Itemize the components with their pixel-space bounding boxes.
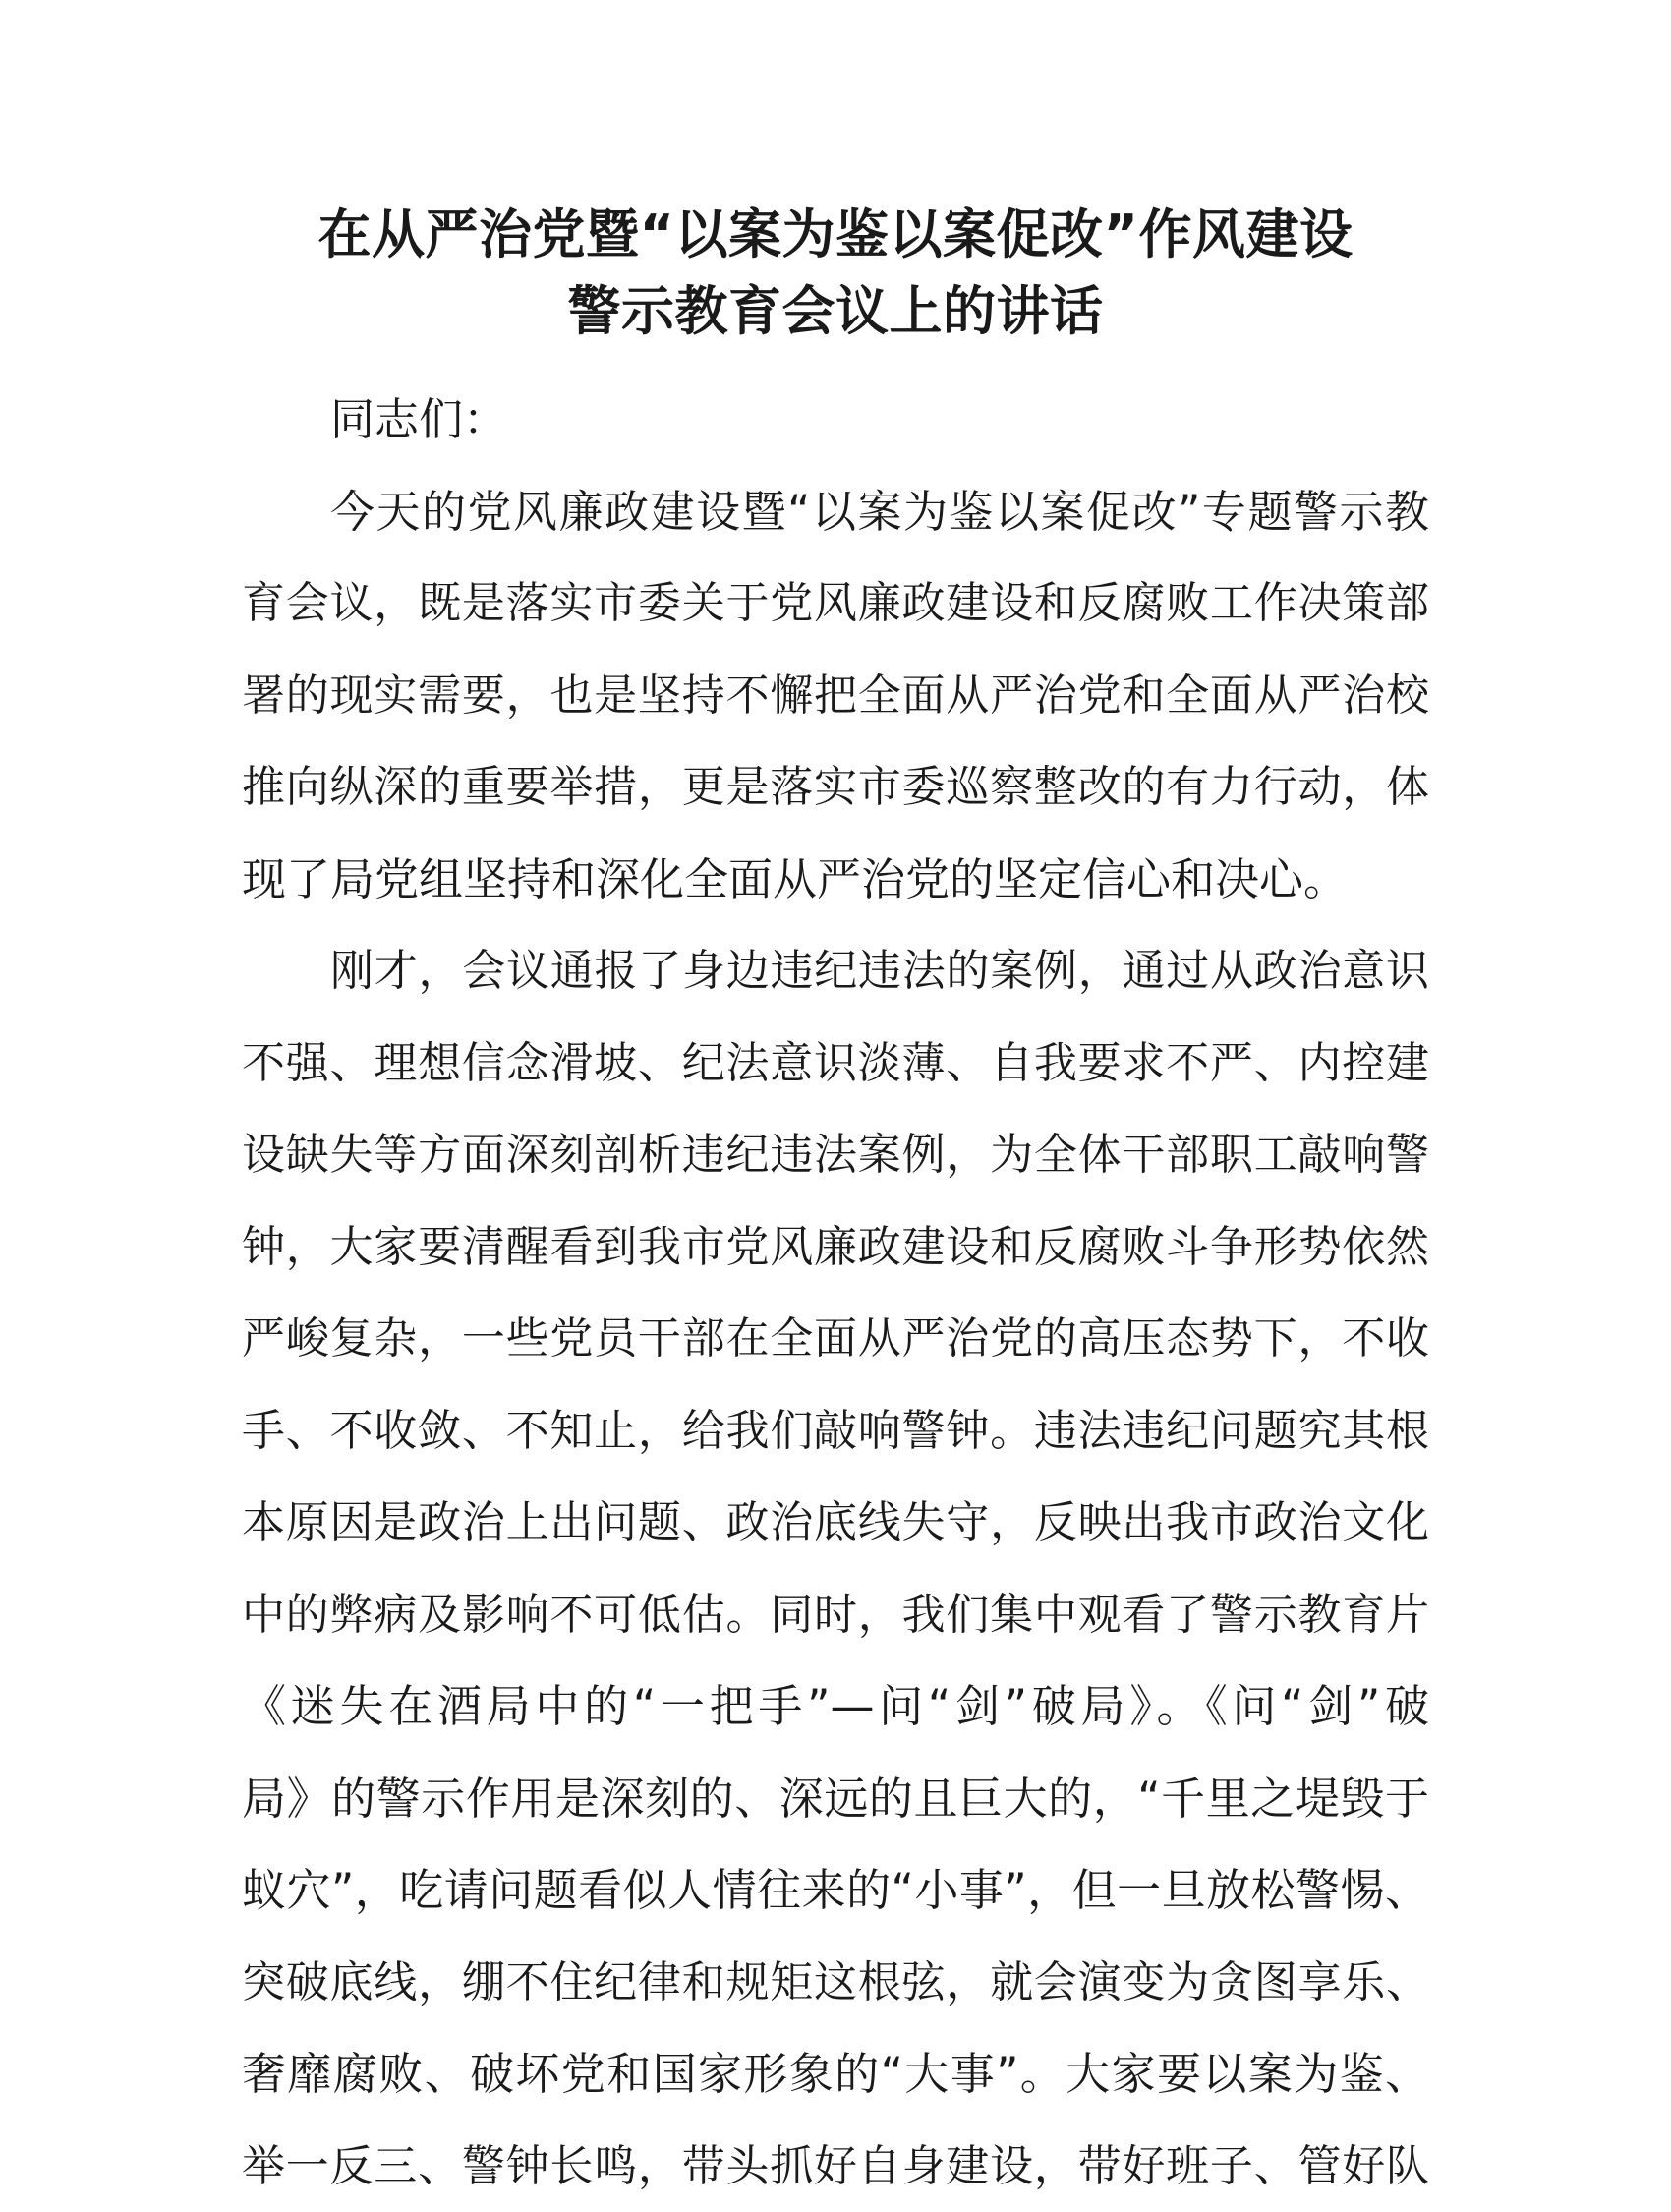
- paragraph-2-line-13: 奢靡腐败、破坏党和国家形象的“大事”。大家要以案为鉴、: [242, 2028, 1429, 2121]
- paragraph-2: [242, 925, 1429, 2212]
- title-line-1: 在从严治党暨“以案为鉴以案促改”作风建设: [236, 197, 1435, 273]
- paragraph-2-line-6: 手、不收敛、不知止，给我们敲响警钟。违法违纪问题究其根: [242, 1385, 1429, 1478]
- paragraph-2-line-8: 中的弊病及影响不可低估。同时，我们集中观看了警示教育片: [242, 1569, 1429, 1661]
- salutation: 同志们：: [242, 374, 1429, 466]
- paragraph-2-line-7: 本原因是政治上出问题、政治底线失守，反映出我市政治文化: [242, 1477, 1429, 1569]
- paragraph-1: [242, 466, 1429, 926]
- paragraph-2-line-2: 不强、理想信念滑坡、纪法意识淡薄、自我要求不严、内控建: [242, 1018, 1429, 1110]
- paragraph-2-line-11: 蚁穴”，吃请问题看似人情往来的“小事”，但一旦放松警惕、: [242, 1844, 1429, 1937]
- paragraph-2-line-5: 严峻复杂，一些党员干部在全面从严治党的高压态势下，不收: [242, 1293, 1429, 1385]
- paragraph-1-line-1: 今天的党风廉政建设暨“以案为鉴以案促改”专题警示教: [242, 466, 1429, 558]
- paragraph-2-line-10: 局》的警示作用是深刻的、深远的且巨大的，“千里之堤毁于: [242, 1753, 1429, 1845]
- document-body: [242, 374, 1429, 2212]
- paragraph-2-line-14: 举一反三、警钟长鸣，带头抓好自身建设，带好班子、管好队: [242, 2121, 1429, 2212]
- paragraph-2-line-4: 钟，大家要清醒看到我市党风廉政建设和反腐败斗争形势依然: [242, 1201, 1429, 1294]
- paragraph-2-line-1: 刚才，会议通报了身边违纪违法的案例，通过从政治意识: [242, 925, 1429, 1018]
- salutation-paragraph: [242, 374, 1429, 466]
- paragraph-2-line-9: 《迷失在酒局中的“一把手”—问“剑”破局》。《问“剑”破: [242, 1660, 1429, 1753]
- paragraph-1-line-5: 现了局党组坚持和深化全面从严治党的坚定信心和决心。: [242, 834, 1429, 926]
- document-title: [236, 197, 1435, 350]
- paragraph-2-line-12: 突破底线，绷不住纪律和规矩这根弦，就会演变为贪图享乐、: [242, 1937, 1429, 2029]
- paragraph-2-line-3: 设缺失等方面深刻剖析违纪违法案例，为全体干部职工敲响警: [242, 1109, 1429, 1201]
- paragraph-1-line-2: 育会议，既是落实市委关于党风廉政建设和反腐败工作决策部: [242, 557, 1429, 650]
- title-line-2: 警示教育会议上的讲话: [236, 273, 1435, 350]
- paragraph-1-line-4: 推向纵深的重要举措，更是落实市委巡察整改的有力行动，体: [242, 741, 1429, 834]
- paragraph-1-line-3: 署的现实需要，也是坚持不懈把全面从严治党和全面从严治校: [242, 650, 1429, 742]
